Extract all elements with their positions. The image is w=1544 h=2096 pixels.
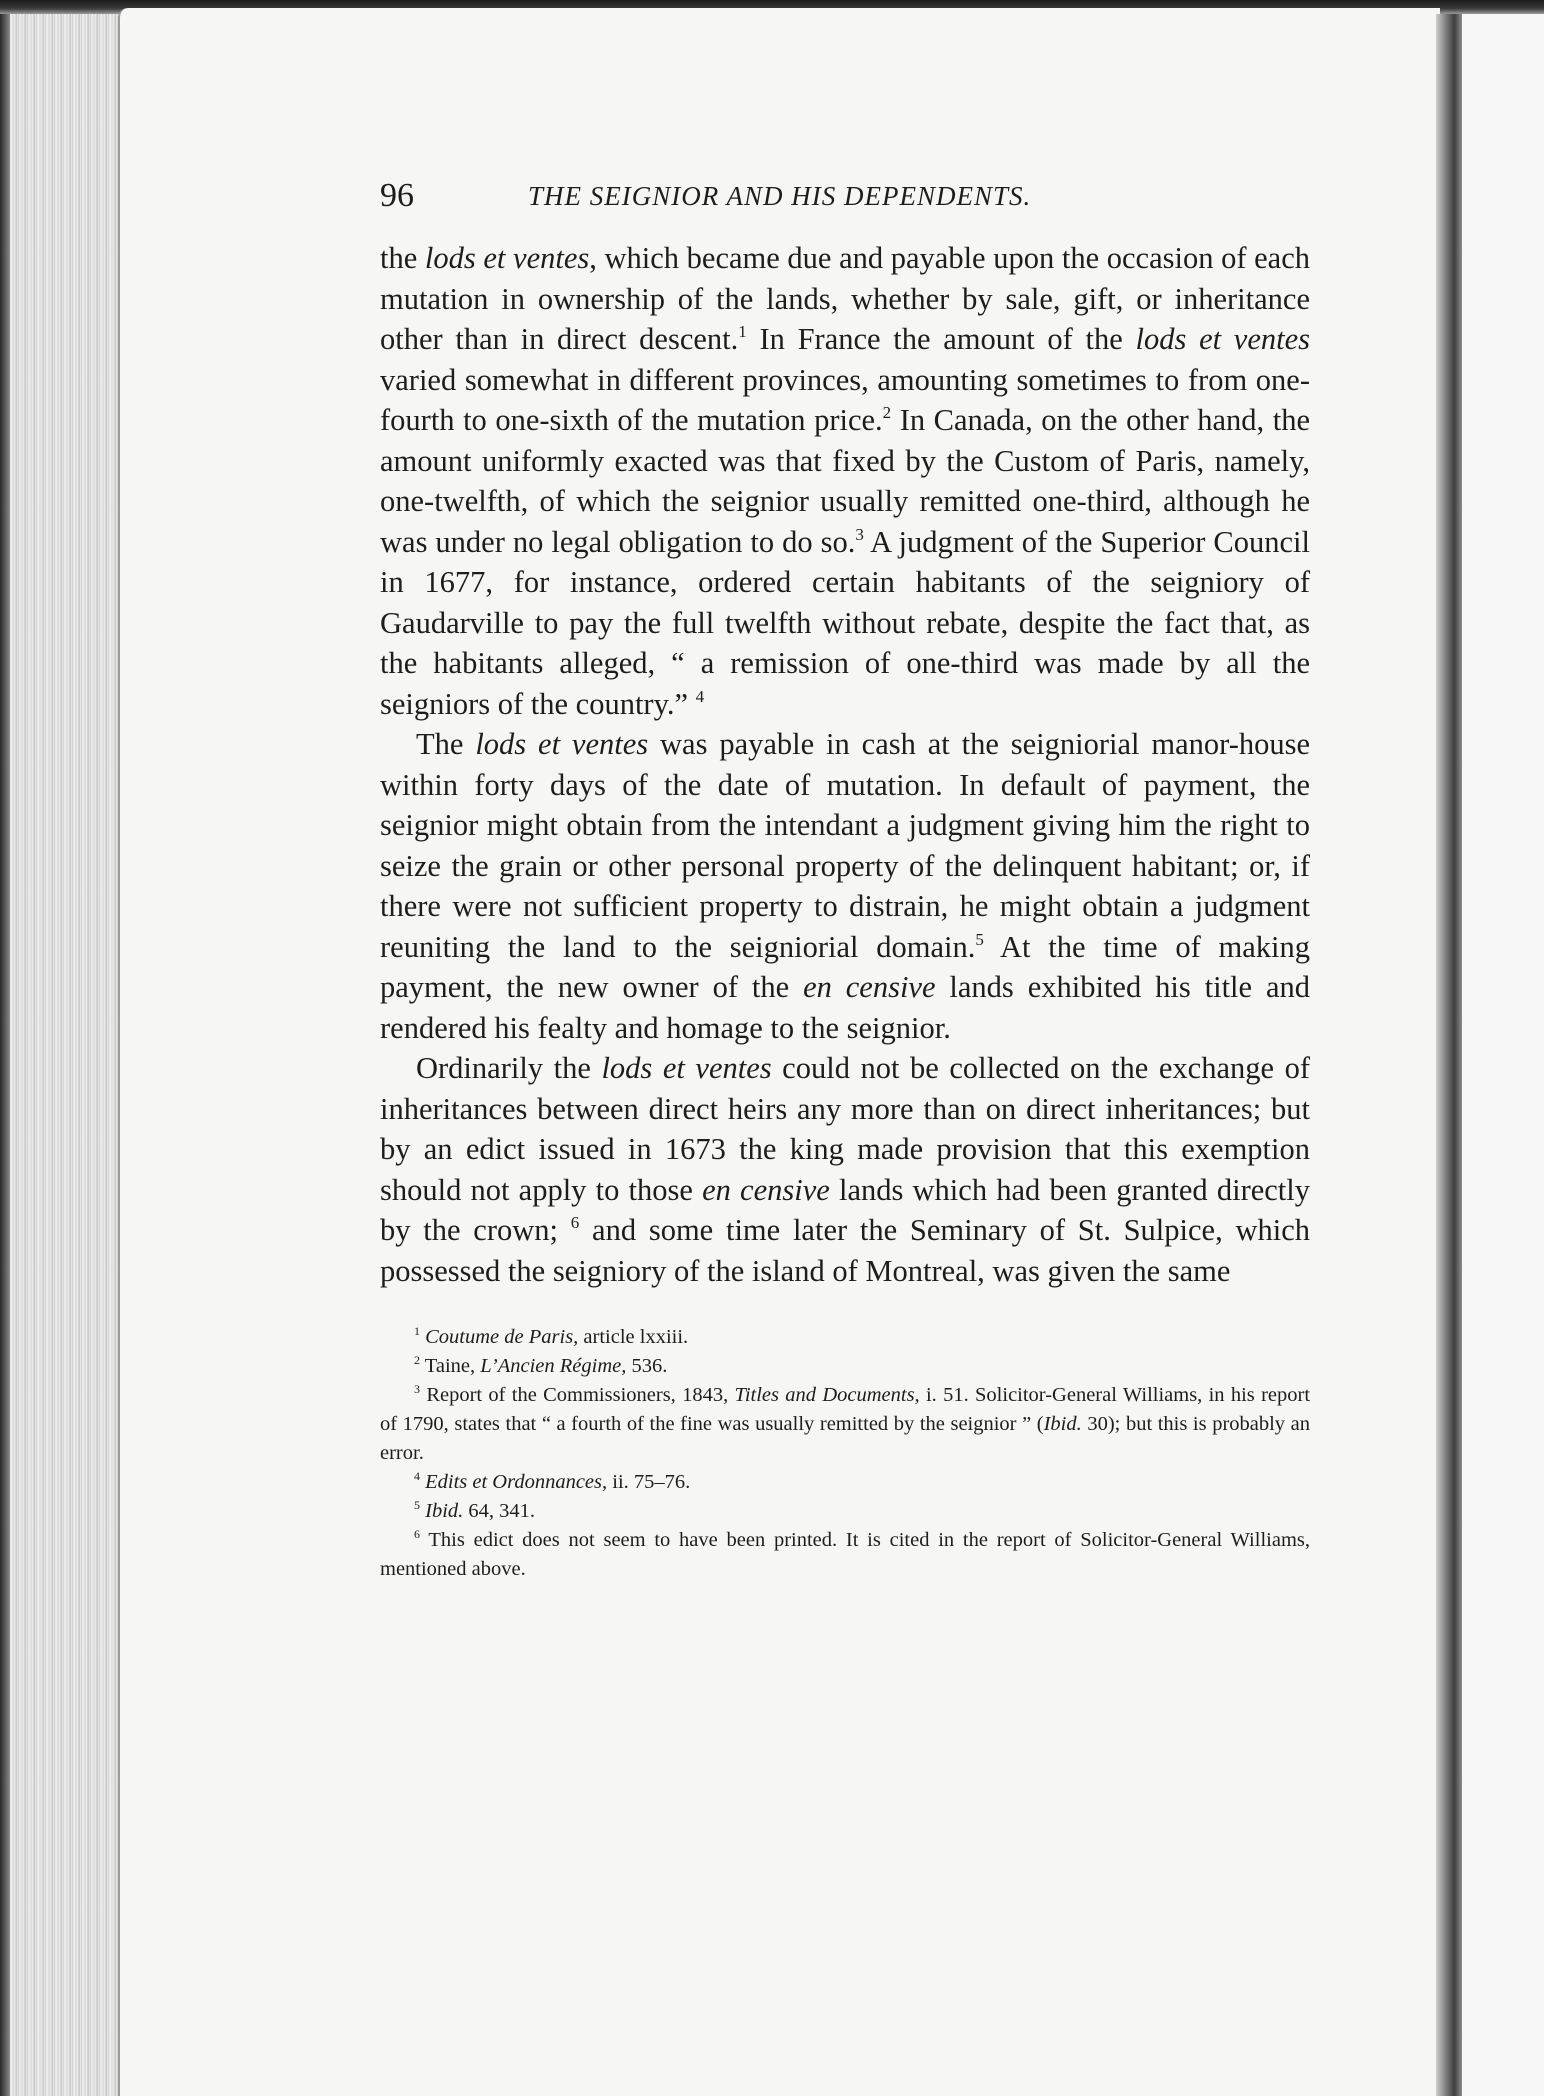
text-segment: 536. [626,1355,668,1377]
page-stack-shadow [0,14,10,2096]
text-segment: Report of the Commissioners, 1843, [426,1384,735,1406]
italic-term: lods et ventes [424,241,590,275]
italic-term: Coutume de Paris, [425,1326,579,1348]
paragraph-3 [380,1048,1310,1291]
text-segment: A judgment of the Superior Council in 1677, for instance, ordered certain habitants of the seigniory of Gaudarville to pay the full twelfth without rebate, despite the fact that, as the habitants alleged, “ a remission of one-third was made by all the seigniors of the country.” [380,524,1310,721]
italic-term: en censive [702,1172,830,1207]
footnote-marker: 2 [882,403,892,422]
footnote-6 [380,1526,1310,1584]
footnote-number: 1 [414,1324,420,1338]
text-segment: lands which had been granted directly by the crown; [380,1172,1311,1247]
facing-page-edge [1462,14,1544,2096]
text-segment: i. 51. Solicitor-General Williams, in his report of 1790, states that “ a fourth of the fine was usually remitted by the seignior ” ( [380,1384,1311,1435]
text-segment: 64, 341. [463,1500,536,1522]
footnote-2 [380,1352,1310,1381]
footnote-5 [380,1497,1310,1526]
text-segment: varied somewhat in different provinces, amounting sometimes to from one-fourth to one-sixth of the mutation price. [380,362,1310,437]
italic-term: Ibid. [1043,1413,1082,1435]
text-segment: In France the amount of the [746,322,1136,356]
text-segment: article lxxiii. [578,1326,689,1348]
text-segment: Ordinarily the [416,1051,602,1085]
footnote-marker: 3 [855,524,864,544]
text-segment: At the time of making payment, the new owner of the [380,929,1311,1004]
footnote-marker: 1 [738,322,747,341]
running-head: THE SEIGNIOR AND HIS DEPENDENTS. [528,181,1032,211]
text-segment: the [380,241,425,275]
page-content [380,176,1310,1584]
footnotes [380,1323,1310,1584]
paragraph-1 [380,238,1310,724]
italic-term: lods et ventes [475,727,649,761]
text-segment: could not be collected on the exchange of inheritances between direct heirs any more than on direct inheritances; but by an edict issued in 1673 the king made provision that this exemption should not apply to those [380,1051,1311,1207]
footnote-marker: 5 [975,929,984,949]
page-number: 96 [380,177,414,214]
paragraph-2 [380,724,1310,1048]
page-stack-edge [0,14,130,2096]
italic-term: en censive [803,970,936,1004]
footnote-number: 3 [414,1382,420,1396]
italic-term: lods et ventes [1135,322,1310,356]
text-segment: , which became due and payable upon the occasion of each mutation in ownership of the lands, whether by sale, gift, or inheritance other than in direct descent. [380,241,1311,356]
text-segment: was payable in cash at the seigniorial manor-house within forty days of the date of mutation. In default of payment, the seignior might obtain from the intendant a judgment giving him the right to seize the grain or other personal property of the delinquent habitant; or, if there were not sufficient property to distrain, he might obtain a judgment reuniting the land to the seigniorial domain. [380,727,1311,964]
footnote-marker: 4 [695,686,705,706]
footnote-number: 4 [414,1469,420,1483]
text-segment: The [416,727,476,761]
page-header [380,176,1310,216]
text-segment: Taine, [424,1355,481,1377]
footnote-3 [380,1381,1310,1468]
text-segment: 30); but this is probably an error. [380,1413,1310,1464]
text-segment: and some time later the Seminary of St. Sulpice, which possessed the seigniory of the island of Montreal, was given the same [380,1213,1310,1288]
italic-term: Ibid. [425,1500,464,1522]
footnote-number: 2 [414,1353,420,1367]
footnote-1 [380,1323,1310,1352]
italic-term: lods et ventes [601,1051,772,1085]
footnote-number: 6 [414,1527,420,1541]
italic-term: Edits et Ordonnances, [425,1471,608,1493]
footnote-number: 5 [414,1498,420,1512]
text-segment: ii. 75–76. [607,1471,691,1493]
italic-term: L’Ancien Régime, [480,1355,627,1377]
text-segment: lands exhibited his title and rendered his fealty and homage to the seignior. [380,970,1310,1045]
footnote-4 [380,1468,1310,1497]
footnote-marker: 6 [570,1213,580,1232]
text-segment: This edict does not seem to have been printed. It is cited in the report of Solicitor-General Williams, mentioned above. [380,1529,1310,1580]
book-gutter [1436,14,1462,2096]
text-segment: In Canada, on the other hand, the amount uniformly exacted was that fixed by the Custom of Paris, namely, one-twelfth, of which the seignior usually remitted one-third, although he was under no legal obligation to do so. [380,403,1310,559]
italic-term: Titles and Documents, [734,1384,920,1406]
